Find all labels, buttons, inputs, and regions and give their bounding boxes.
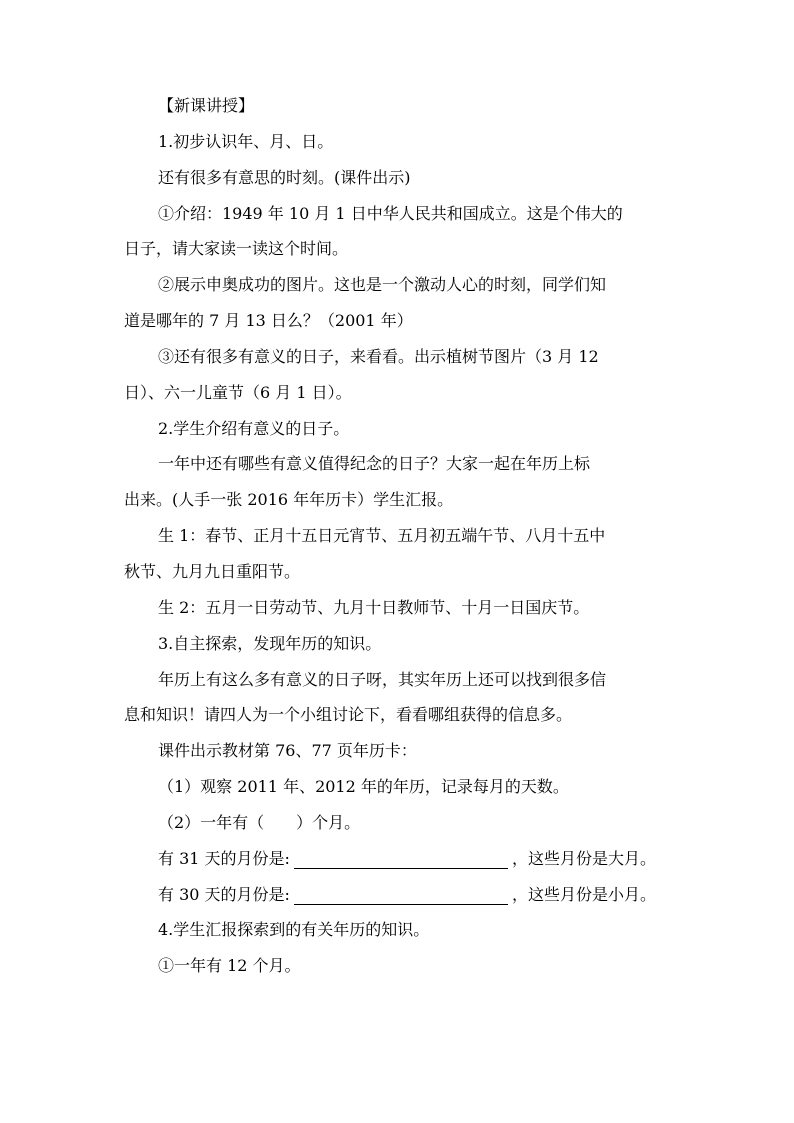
paragraph-line: 出来。(人手一张 2016 年年历卡）学生汇报。 [124,490,454,510]
subsection-title: 4.学生汇报探索到的有关年历的知识。 [158,920,430,940]
subsection-title: 3.自主探索，发现年历的知识。 [158,633,382,653]
subsection-title: 1.初步认识年、月、日。 [158,131,334,151]
paragraph-line: 秋节、九月九日重阳节。 [124,561,301,581]
section-heading: 【新课讲授】 [158,96,255,115]
fill-in-suffix: ，这些月份是大月。 [511,848,656,868]
paragraph-line: （1）观察 2011 年、2012 年的年历，记录每月的天数。 [158,777,569,797]
answer-blank[interactable] [294,886,508,905]
fill-in-prompt: 有 31 天的月份是: [158,848,290,868]
subsection-title: 2.学生介绍有意义的日子。 [158,418,350,438]
paragraph-line: 日子，请大家读一读这个时间。 [124,239,349,259]
paragraph-line: 生 2：五月一日劳动节、九月十日教师节、十月一日国庆节。 [158,597,590,617]
fill-in-line [124,885,684,921]
paragraph-line: 还有很多有意思的时刻。(课件出示) [158,167,411,187]
paragraph-line: 生 1：春节、正月十五日元宵节、五月初五端午节、八月十五中 [158,526,606,546]
paragraph-line: 息和知识！请四人为一个小组讨论下，看看哪组获得的信息多。 [124,705,573,725]
fill-in-line [124,849,684,885]
paragraph-line: 日）、六一儿童节（6 月 1 日）。 [124,382,352,402]
document-body [124,96,684,992]
paragraph-line: 课件出示教材第 76、77 页年历卡： [158,741,417,761]
paragraph-line: 道是哪年的 7 月 13 日么？（2001 年） [124,311,413,331]
paragraph-line: 年历上有这么多有意义的日子呀，其实年历上还可以找到很多信 [158,669,607,689]
paragraph-line: ②展示申奥成功的图片。这也是一个激动人心的时刻，同学们知 [158,275,607,295]
paragraph-line: ①介绍：1949 年 10 月 1 日中华人民共和国成立。这是个伟大的 [158,203,623,223]
fill-in-suffix: ，这些月份是小月。 [511,884,656,904]
paragraph-line: ①一年有 12 个月。 [158,956,301,976]
answer-blank[interactable] [294,850,508,869]
paragraph-line: （2）一年有（ ）个月。 [158,812,361,832]
fill-in-prompt: 有 30 天的月份是: [158,884,290,904]
paragraph-line: ③还有很多有意义的日子，来看看。出示植树节图片（3 月 12 [158,346,599,366]
paragraph-line: 一年中还有哪些有意义值得纪念的日子？大家一起在年历上标 [158,454,591,474]
